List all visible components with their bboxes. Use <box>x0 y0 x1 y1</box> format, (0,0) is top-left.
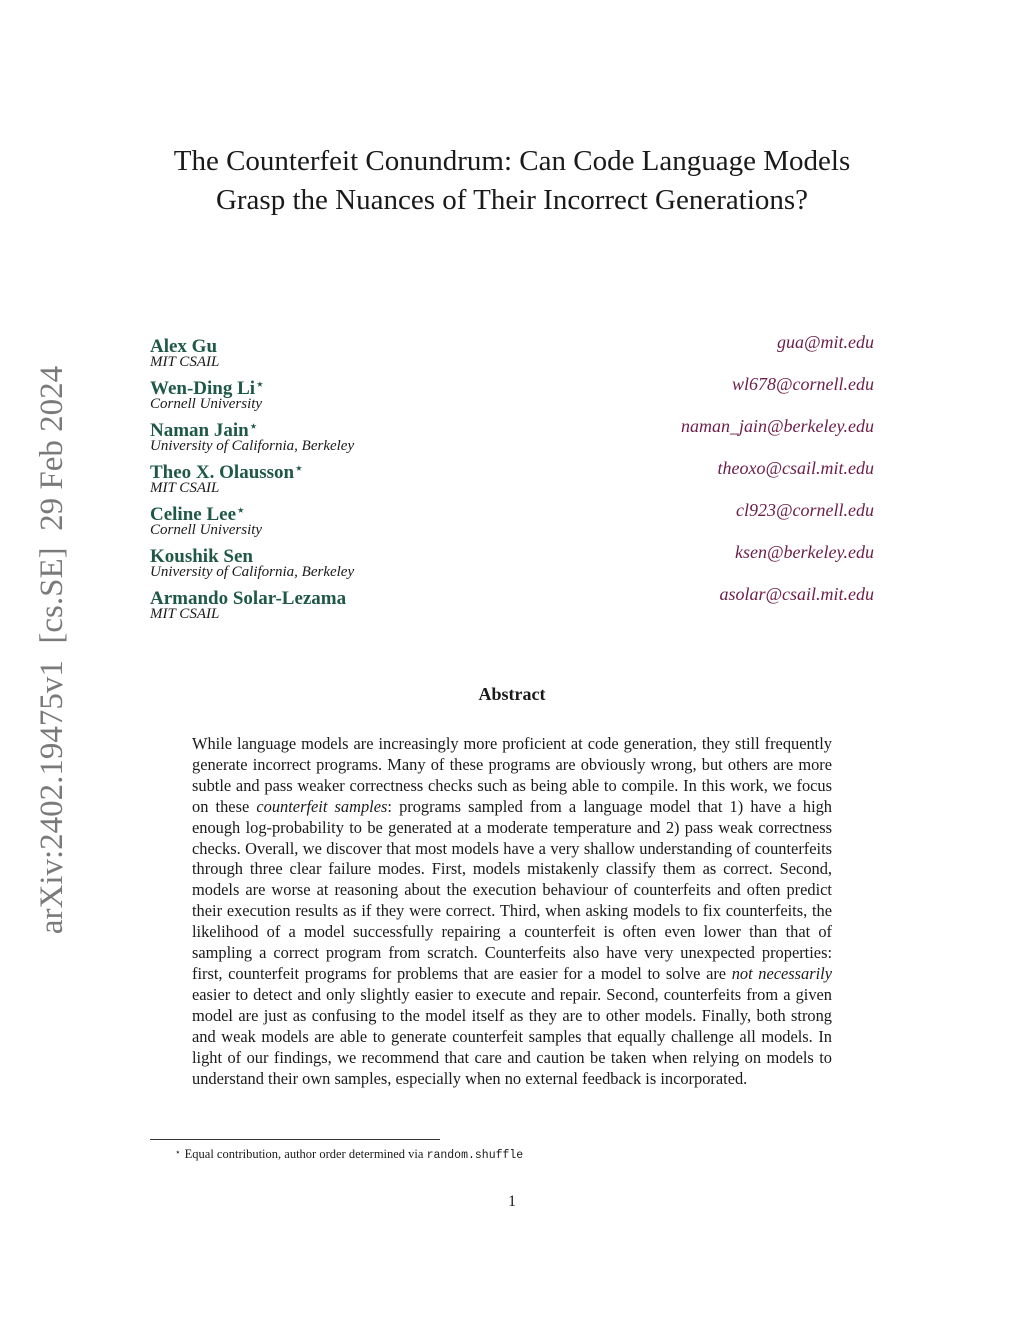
equal-contribution-star: ⋆ <box>295 461 303 475</box>
abstract-emphasis: counterfeit samples <box>256 796 388 816</box>
author-block <box>150 331 874 373</box>
page-number: 1 <box>508 1193 516 1210</box>
abstract-text: : programs sampled from a language model that 1) have a high enough log-probability to be generated at a moderate temperature and 2) pass weak correctness checks. Overall, we discover that most models have a very shallow understanding of counterfeits through three clear failure modes. First, models mistakenly classify them as correct. Second, models are worse at reasoning about the execution behaviour of counterfeits and often predict their execution results as if they were correct. Third, when asking models to fix counterfeits, the likelihood of a model successfully repairing a counterfeit is often even lower than that of sampling a correct program from scratch. Counterfeits also have very unexpected properties: first, counterfeit programs for problems that are easier for a model to solve are <box>192 796 833 983</box>
author-name: Naman Jain⋆ <box>150 419 258 441</box>
author-email[interactable]: naman_jain@berkeley.edu <box>680 416 874 436</box>
author-block <box>150 499 874 541</box>
abstract-heading: Abstract <box>478 684 546 704</box>
abstract-text: easier to detect and only slightly easier to execute and repair. Second, counterfeits from a given model are just as confusing to the model itself as they are to other models. Finally, both strong and weak models are able to generate counterfeit samples that equally challenge all models. In light of our findings, we recommend that care and caution be taken when relying on models to understand their own samples, especially when no external feedback is incorporated. <box>192 984 832 1088</box>
arxiv-stamp <box>20 0 76 1325</box>
author-block <box>150 457 874 499</box>
author-name: Celine Lee⋆ <box>150 503 245 525</box>
author-affiliation: University of California, Berkeley <box>150 438 355 454</box>
paper-title: The Counterfeit Conundrum: Can Code Language Models Grasp the Nuances of Their Incorrect Generations? <box>173 145 851 216</box>
author-block <box>150 373 874 415</box>
arxiv-identifier: arXiv:2402.19475v1 [cs.SE] 29 Feb 2024 <box>34 365 70 935</box>
arxiv-stamp-svg <box>20 0 76 1325</box>
author-block <box>150 583 874 625</box>
author-name: Theo X. Olausson⋆ <box>150 461 303 483</box>
author-block <box>150 541 874 583</box>
author-name: Wen-Ding Li⋆ <box>150 377 264 399</box>
author-email[interactable]: wl678@cornell.edu <box>731 374 874 394</box>
author-email[interactable]: cl923@cornell.edu <box>735 500 874 520</box>
author-affiliation: MIT CSAIL <box>150 354 220 370</box>
abstract-text: While language models are increasingly more proficient at code generation, they still frequently generate incorrect programs. Many of these programs are obviously wrong, but others are more subtle and pass weaker correctness checks such as being able to compile. In this work, we focus on these <box>192 734 832 816</box>
author-email[interactable]: ksen@berkeley.edu <box>735 542 874 562</box>
equal-contribution-star: ⋆ <box>256 377 264 391</box>
footnote <box>175 1145 523 1163</box>
equal-contribution-star: ⋆ <box>249 419 258 433</box>
footnote-divider <box>150 1139 440 1140</box>
author-block <box>150 415 874 457</box>
footnote-code: random.shuffle <box>426 1149 524 1162</box>
author-email[interactable]: gua@mit.edu <box>776 332 874 352</box>
author-affiliation: Cornell University <box>150 522 263 538</box>
author-affiliation: MIT CSAIL <box>150 480 220 496</box>
author-affiliation: Cornell University <box>150 396 263 412</box>
author-email[interactable]: theoxo@csail.mit.edu <box>717 458 874 478</box>
footnote-text: Equal contribution, author order determined via <box>184 1147 427 1161</box>
footnote-marker: ⋆ <box>175 1147 181 1157</box>
author-email[interactable]: asolar@csail.mit.edu <box>719 584 874 604</box>
author-name: Alex Gu <box>150 336 218 357</box>
author-name: Armando Solar-Lezama <box>150 588 347 609</box>
author-name: Koushik Sen <box>150 546 253 567</box>
abstract-emphasis: not necessarily <box>731 963 833 983</box>
author-affiliation: University of California, Berkeley <box>150 564 355 580</box>
abstract-body <box>192 734 832 1089</box>
equal-contribution-star: ⋆ <box>237 503 245 517</box>
author-affiliation: MIT CSAIL <box>150 606 220 622</box>
